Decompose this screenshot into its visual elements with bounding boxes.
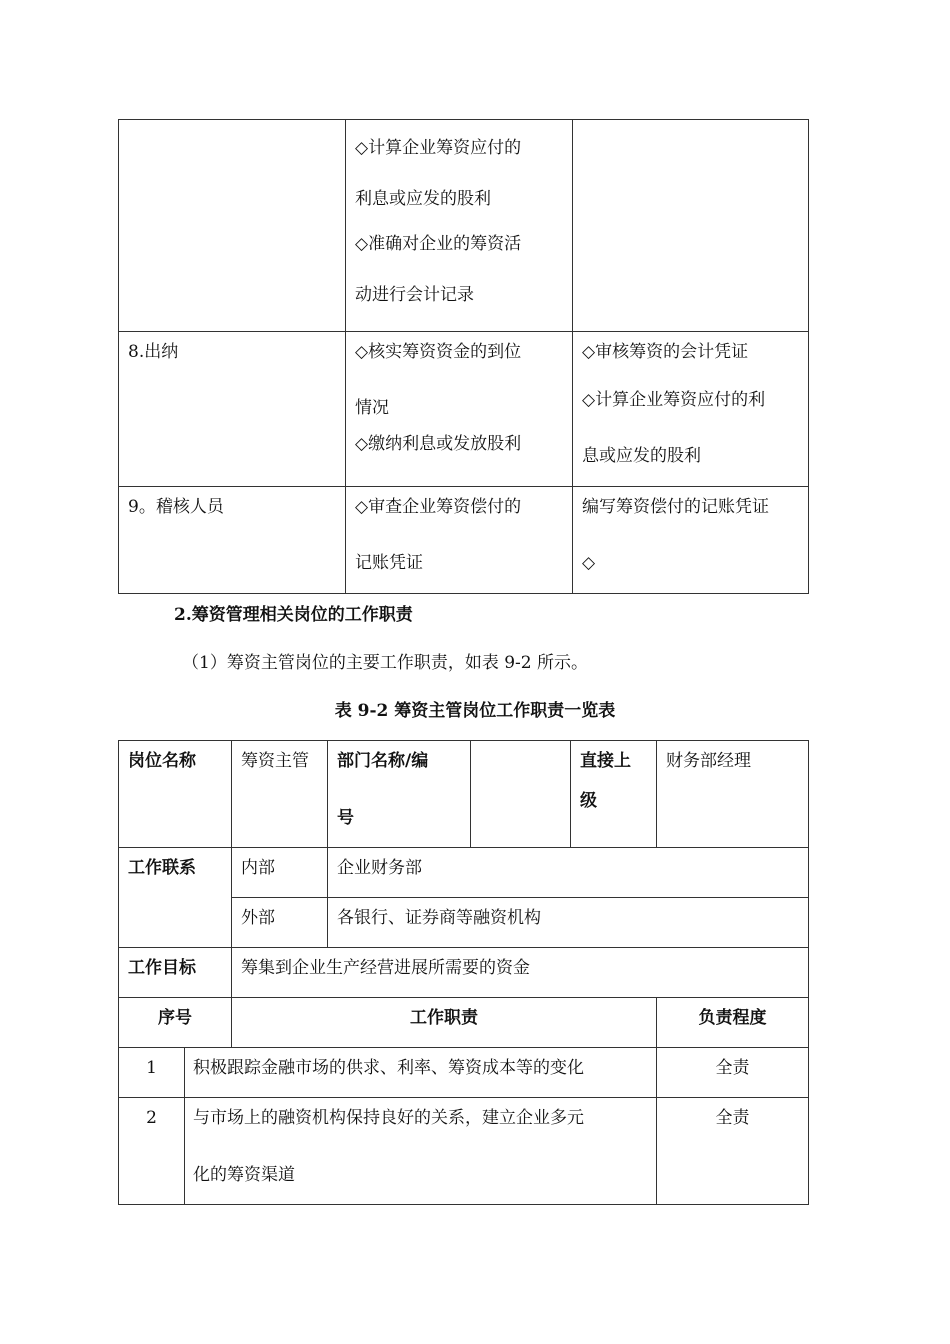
related-cell <box>573 332 809 487</box>
position-label: 岗位名称 <box>119 741 232 848</box>
internal-value: 企业财务部 <box>328 848 809 898</box>
related-line: ◇审核筹资的会计凭证 <box>582 342 749 362</box>
supervisor-duties-table <box>118 740 809 1205</box>
related-line: ◇ <box>582 553 596 573</box>
department-value <box>471 741 571 848</box>
duty-line: ◇准确对企业的筹资活 <box>355 234 522 254</box>
table-row <box>119 332 809 487</box>
table-row <box>119 1048 809 1098</box>
duty-line: ◇计算企业筹资应付的 <box>355 138 522 158</box>
goal-label: 工作目标 <box>119 948 232 998</box>
table-row <box>119 1098 809 1205</box>
duty-line: 与市场上的融资机构保持良好的关系，建立企业多元 <box>193 1108 584 1128</box>
table-row <box>119 998 809 1048</box>
seq-cell: 1 <box>119 1048 185 1098</box>
degree-cell: 全责 <box>657 1098 809 1205</box>
table-row <box>119 120 809 332</box>
external-value: 各银行、证券商等融资机构 <box>328 898 809 948</box>
duty-line: 情况 <box>355 398 389 418</box>
duty-line: 记账凭证 <box>355 553 423 573</box>
duty-cell <box>185 1098 657 1205</box>
table-row <box>119 741 809 848</box>
duty-line: ◇缴纳利息或发放股利 <box>355 434 522 454</box>
table-row <box>119 487 809 594</box>
duties-cell <box>346 120 573 332</box>
table-row <box>119 948 809 998</box>
seq-cell: 2 <box>119 1098 185 1205</box>
responsibility-table-continued <box>118 119 809 594</box>
position-value: 筹资主管 <box>232 741 328 848</box>
section-heading: 2.筹资管理相关岗位的工作职责 <box>174 605 413 625</box>
duty-line: 动进行会计记录 <box>355 285 474 305</box>
superior-label: 直接上级 <box>571 741 657 848</box>
duty-line: ◇核实筹资资金的到位 <box>355 342 522 362</box>
relations-label: 工作联系 <box>119 848 232 948</box>
related-cell <box>573 120 809 332</box>
department-label <box>328 741 471 848</box>
related-line: 编写筹资偿付的记账凭证 <box>582 497 769 517</box>
intro-paragraph: （1）筹资主管岗位的主要工作职责，如表 9-2 所示。 <box>182 653 588 673</box>
degree-cell: 全责 <box>657 1048 809 1098</box>
table-row <box>119 848 809 898</box>
duties-cell <box>346 487 573 594</box>
degree-header: 负责程度 <box>657 998 809 1048</box>
department-label-line: 部门名称/编 <box>337 751 429 771</box>
related-line: ◇计算企业筹资应付的利 <box>582 390 766 410</box>
role-cell: 9。稽核人员 <box>119 487 346 594</box>
seq-header: 序号 <box>119 998 232 1048</box>
related-line: 息或应发的股利 <box>582 446 701 466</box>
role-cell: 8.出纳 <box>119 332 346 487</box>
duties-cell <box>346 332 573 487</box>
duty-cell: 积极跟踪金融市场的供求、利率、筹资成本等的变化 <box>185 1048 657 1098</box>
duty-line: ◇审查企业筹资偿付的 <box>355 497 522 517</box>
role-cell <box>119 120 346 332</box>
duty-line: 化的筹资渠道 <box>193 1165 295 1185</box>
related-cell <box>573 487 809 594</box>
superior-value: 财务部经理 <box>657 741 809 848</box>
internal-label: 内部 <box>232 848 328 898</box>
duty-line: 利息或应发的股利 <box>355 189 491 209</box>
department-label-line: 号 <box>337 808 354 828</box>
duty-header: 工作职责 <box>232 998 657 1048</box>
external-label: 外部 <box>232 898 328 948</box>
table-caption: 表 9-2 筹资主管岗位工作职责一览表 <box>334 701 616 721</box>
goal-value: 筹集到企业生产经营进展所需要的资金 <box>232 948 809 998</box>
